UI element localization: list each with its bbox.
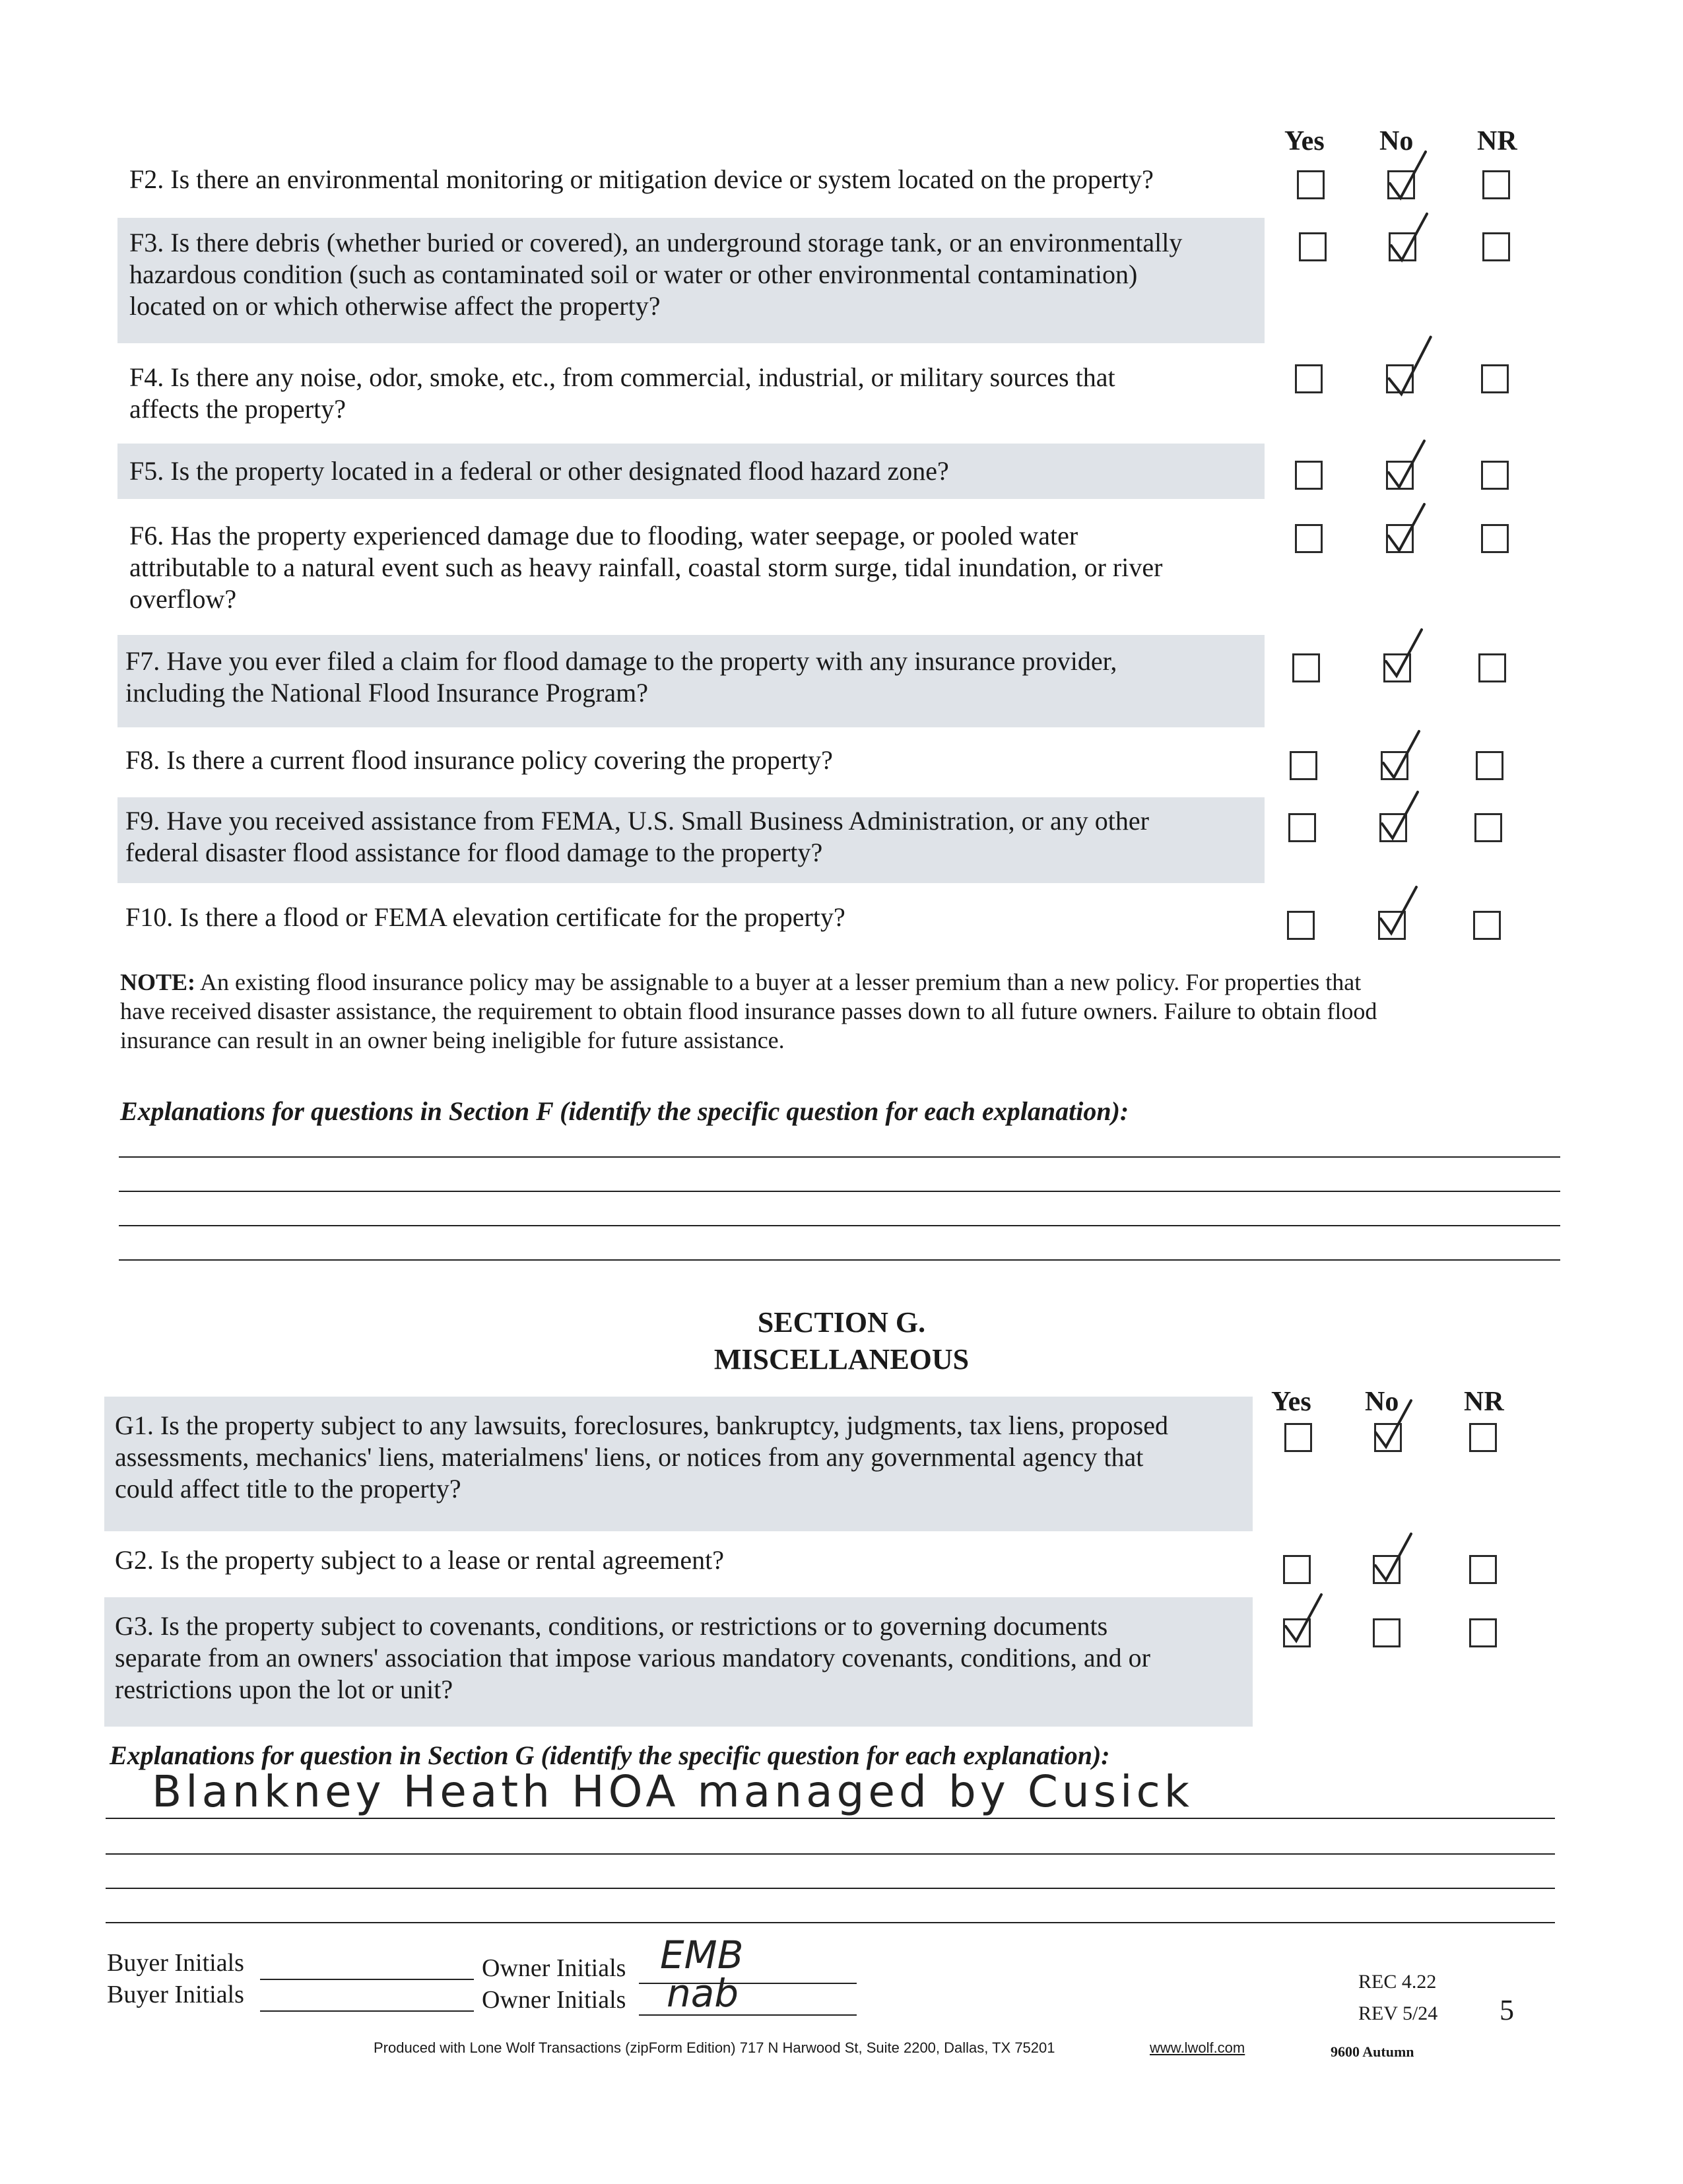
checkbox-f6-nr[interactable] bbox=[1481, 524, 1509, 553]
note-text: have received disaster assistance, the requirement to obtain flood insurance passes down to all future owners. Failure to obtain flood bbox=[120, 998, 1377, 1024]
explanation-line-g-2[interactable] bbox=[106, 1853, 1555, 1855]
checkbox-f4-yes[interactable] bbox=[1295, 364, 1323, 393]
checkbox-f9-yes[interactable] bbox=[1288, 813, 1316, 842]
question-text: G3. Is the property subject to covenants, conditions, or restrictions or to governing documents bbox=[115, 1611, 1108, 1641]
checkbox-f2-nr[interactable] bbox=[1482, 170, 1510, 199]
note-text: An existing flood insurance policy may be assignable to a buyer at a lesser premium than a new policy. For properties that bbox=[195, 969, 1362, 995]
section-g-subtitle: MISCELLANEOUS bbox=[713, 1343, 970, 1375]
question-f7 bbox=[125, 645, 1117, 709]
question-text: restrictions upon the lot or unit? bbox=[115, 1674, 453, 1704]
question-g2 bbox=[115, 1544, 724, 1576]
column-header-nr: NR bbox=[1477, 126, 1517, 156]
question-text: G2. Is the property subject to a lease or rental agreement? bbox=[115, 1545, 724, 1575]
buyer-initials-label-1: Buyer Initials bbox=[107, 1949, 244, 1977]
checkmark-g1-no bbox=[1373, 1398, 1412, 1451]
handwritten-explanation: Blankney Heath HOA managed by Cusick bbox=[152, 1766, 1193, 1817]
explanation-line-f-2[interactable] bbox=[119, 1191, 1560, 1192]
column-header-nr: NR bbox=[1464, 1387, 1504, 1417]
form-revision: REV 5/24 bbox=[1358, 2002, 1438, 2024]
file-name: 9600 Autumn bbox=[1331, 2043, 1414, 2060]
checkmark-g2-no bbox=[1373, 1531, 1412, 1584]
checkbox-f3-yes[interactable] bbox=[1299, 232, 1327, 261]
question-text: located on or which otherwise affect the property? bbox=[129, 291, 661, 321]
checkbox-g1-yes[interactable] bbox=[1284, 1423, 1312, 1452]
section-g-explanations-heading: Explanations for question in Section G (identify the specific question for each explanation): bbox=[110, 1740, 1110, 1770]
question-f3 bbox=[129, 227, 1182, 322]
question-text: F5. Is the property located in a federal or other designated flood hazard zone? bbox=[129, 456, 949, 486]
note-label: NOTE: bbox=[120, 969, 196, 995]
question-text: affects the property? bbox=[129, 394, 346, 424]
checkmark-f3-no bbox=[1389, 211, 1428, 264]
buyer-initials-field-1[interactable] bbox=[260, 1979, 474, 1980]
checkmark-g3-yes bbox=[1283, 1592, 1323, 1645]
checkbox-g1-nr[interactable] bbox=[1469, 1423, 1497, 1452]
section-g-title: SECTION G. bbox=[757, 1306, 926, 1339]
checkbox-f10-nr[interactable] bbox=[1473, 911, 1501, 940]
explanation-line-g-3[interactable] bbox=[106, 1888, 1555, 1889]
page-number: 5 bbox=[1500, 1994, 1514, 2026]
question-f6 bbox=[129, 520, 1162, 615]
checkbox-f6-yes[interactable] bbox=[1295, 524, 1323, 553]
question-text: F10. Is there a flood or FEMA elevation certificate for the property? bbox=[125, 902, 845, 932]
column-header-no: No bbox=[1365, 1387, 1399, 1417]
question-text: G1. Is the property subject to any lawsuits, foreclosures, bankruptcy, judgments, tax liens, proposed bbox=[115, 1410, 1168, 1440]
checkmark-f4-no bbox=[1386, 330, 1432, 403]
checkbox-g2-nr[interactable] bbox=[1469, 1555, 1497, 1584]
checkbox-f9-nr[interactable] bbox=[1474, 813, 1502, 842]
column-header-no: No bbox=[1379, 126, 1414, 156]
question-g1 bbox=[115, 1410, 1168, 1505]
checkmark-f10-no bbox=[1378, 884, 1418, 937]
checkmark-f2-no bbox=[1387, 149, 1427, 202]
buyer-initials-field-2[interactable] bbox=[260, 2010, 474, 2012]
question-text: including the National Flood Insurance Program? bbox=[125, 678, 649, 708]
flood-insurance-note bbox=[120, 968, 1572, 1055]
question-text: F7. Have you ever filed a claim for flood damage to the property with any insurance provider, bbox=[125, 646, 1117, 676]
explanation-line-f-3[interactable] bbox=[119, 1225, 1560, 1226]
checkbox-g3-no[interactable] bbox=[1373, 1618, 1401, 1647]
checkbox-g3-nr[interactable] bbox=[1469, 1618, 1497, 1647]
checkbox-g2-yes[interactable] bbox=[1283, 1555, 1311, 1584]
question-text: F6. Has the property experienced damage due to flooding, water seepage, or pooled water bbox=[129, 521, 1078, 550]
checkbox-f5-yes[interactable] bbox=[1295, 461, 1323, 490]
checkbox-f8-nr[interactable] bbox=[1476, 751, 1503, 780]
owner-initials-value-1: EMB bbox=[660, 1933, 744, 1977]
question-f10 bbox=[125, 902, 845, 933]
question-g3 bbox=[115, 1610, 1150, 1705]
explanation-line-f-4[interactable] bbox=[119, 1259, 1560, 1261]
question-text: F8. Is there a current flood insurance policy covering the property? bbox=[125, 745, 833, 775]
checkmark-f5-no bbox=[1386, 438, 1426, 491]
owner-initials-label-1: Owner Initials bbox=[482, 1954, 626, 1982]
checkmark-f8-no bbox=[1381, 729, 1420, 781]
checkbox-f3-nr[interactable] bbox=[1482, 232, 1510, 261]
checkbox-f7-yes[interactable] bbox=[1292, 653, 1320, 682]
owner-initials-label-2: Owner Initials bbox=[482, 1986, 626, 2014]
question-f4 bbox=[129, 362, 1115, 425]
question-f8 bbox=[125, 745, 833, 776]
question-text: F9. Have you received assistance from FEMA, U.S. Small Business Administration, or any other bbox=[125, 806, 1149, 836]
explanation-line-f-1[interactable] bbox=[119, 1156, 1560, 1158]
question-text: F4. Is there any noise, odor, smoke, etc., from commercial, industrial, or military sources that bbox=[129, 362, 1115, 392]
checkbox-f7-nr[interactable] bbox=[1478, 653, 1506, 682]
question-text: F3. Is there debris (whether buried or covered), an underground storage tank, or an environmentally bbox=[129, 228, 1183, 257]
checkmark-f6-no bbox=[1386, 502, 1426, 554]
section-f-explanations-heading: Explanations for questions in Section F (identify the specific question for each explanation): bbox=[120, 1096, 1129, 1126]
note-text: insurance can result in an owner being ineligible for future assistance. bbox=[120, 1027, 785, 1053]
explanation-line-g-4[interactable] bbox=[106, 1922, 1555, 1923]
owner-initials-value-2: nab bbox=[667, 1971, 739, 2016]
question-f9 bbox=[125, 805, 1149, 869]
checkbox-f8-yes[interactable] bbox=[1290, 751, 1317, 780]
question-text: separate from an owners' association that impose various mandatory covenants, conditions, and or bbox=[115, 1643, 1151, 1672]
column-header-yes: Yes bbox=[1271, 1387, 1311, 1417]
question-text: overflow? bbox=[129, 584, 237, 614]
produced-with-text: Produced with Lone Wolf Transactions (zipForm Edition) 717 N Harwood St, Suite 2200, Dallas, TX 75201 bbox=[374, 2039, 1055, 2056]
buyer-initials-label-2: Buyer Initials bbox=[107, 1981, 244, 2008]
question-f5 bbox=[129, 455, 949, 487]
checkmark-f7-no bbox=[1383, 627, 1423, 680]
question-text: F2. Is there an environmental monitoring or mitigation device or system located on the property? bbox=[129, 164, 1154, 194]
checkbox-f5-nr[interactable] bbox=[1481, 461, 1509, 490]
checkbox-f10-yes[interactable] bbox=[1287, 911, 1315, 940]
form-code: REC 4.22 bbox=[1358, 1971, 1437, 1993]
checkbox-f2-yes[interactable] bbox=[1297, 170, 1325, 199]
website-link[interactable]: www.lwolf.com bbox=[1150, 2039, 1245, 2056]
checkmark-f9-no bbox=[1379, 789, 1419, 842]
checkbox-f4-nr[interactable] bbox=[1481, 364, 1509, 393]
question-text: attributable to a natural event such as heavy rainfall, coastal storm surge, tidal inundation, or river bbox=[129, 552, 1163, 582]
question-text: hazardous condition (such as contaminated soil or water or other environmental contamination) bbox=[129, 259, 1138, 289]
question-text: assessments, mechanics' liens, materialmens' liens, or notices from any governmental agency that bbox=[115, 1442, 1144, 1472]
question-text: could affect title to the property? bbox=[115, 1474, 461, 1504]
question-text: federal disaster flood assistance for flood damage to the property? bbox=[125, 838, 823, 867]
explanation-line-g-1[interactable] bbox=[106, 1818, 1555, 1819]
column-header-yes: Yes bbox=[1284, 126, 1325, 156]
question-f2 bbox=[129, 164, 1154, 195]
